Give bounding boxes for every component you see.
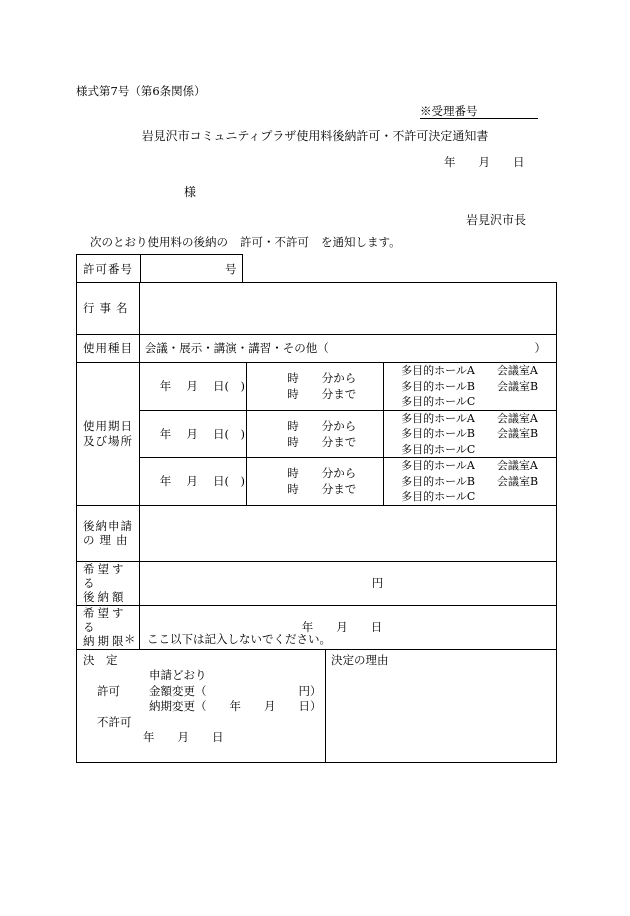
permit-number-label: 許可番号 bbox=[83, 262, 133, 276]
period-place-3[interactable]: 多目的ホールA 会議室A 多目的ホールB 会議室B 多目的ホールC bbox=[384, 458, 557, 506]
issuer: 岩見沢市長 bbox=[466, 213, 527, 227]
permit-number-suffix: 号 bbox=[225, 262, 237, 276]
receipt-number-underline bbox=[420, 118, 538, 119]
form-number: 様式第7号（第6条関係） bbox=[76, 84, 206, 98]
deadline-date: 年 月 日 bbox=[301, 620, 383, 634]
office-use-note: ＊ ここ以下は記入しないでください。 bbox=[124, 632, 331, 646]
usage-type-label: 使用種目 bbox=[77, 335, 140, 363]
period-date-2[interactable]: 年 月 日( ) bbox=[139, 410, 247, 458]
addressee-suffix: 様 bbox=[184, 185, 197, 199]
decision-date[interactable]: 年 月 日 bbox=[143, 730, 224, 744]
reason-label: 後納申請 の理由 bbox=[77, 505, 140, 561]
decision-deadline-change[interactable]: 納期変更（ 年 月 日） bbox=[149, 699, 322, 713]
period-time-2[interactable]: 時 分から 時 分まで bbox=[247, 410, 384, 458]
period-time-3[interactable]: 時 分から 時 分まで bbox=[247, 458, 384, 506]
period-date-3[interactable]: 年 月 日( ) bbox=[139, 458, 247, 506]
deadline-label: 希望する 納期限 bbox=[77, 605, 140, 649]
usage-type-close: ） bbox=[534, 341, 546, 355]
intro-text-1: 次のとおり使用料の後納の bbox=[90, 235, 228, 249]
decision-label: 決 定 bbox=[83, 653, 118, 667]
period-date-1[interactable]: 年 月 日( ) bbox=[139, 363, 247, 411]
permit-number-box bbox=[76, 254, 243, 283]
period-label: 使用期日 及び場所 bbox=[77, 363, 140, 506]
period-place-1[interactable]: 多目的ホールA 会議室A 多目的ホールB 会議室B 多目的ホールC bbox=[384, 363, 557, 411]
decision-amount-change[interactable]: 金額変更（ 円） bbox=[149, 684, 322, 698]
event-name-label: 行事名 bbox=[77, 283, 140, 335]
amount-field[interactable] bbox=[139, 561, 556, 605]
period-time-1[interactable]: 時 分から 時 分まで bbox=[247, 363, 384, 411]
reason-field[interactable] bbox=[139, 505, 556, 561]
usage-type-field[interactable] bbox=[139, 335, 556, 363]
decision-box bbox=[76, 649, 557, 763]
period-place-2[interactable]: 多目的ホールA 会議室A 多目的ホールB 会議室B 多目的ホールC bbox=[384, 410, 557, 458]
amount-label: 希望する 後納額 bbox=[77, 561, 140, 605]
decision-reason-label: 決定の理由 bbox=[331, 653, 389, 667]
usage-type-options: 会議・展示・講演・講習・その他（ bbox=[144, 341, 329, 356]
intro-text-2: を通知します。 bbox=[321, 235, 401, 249]
amount-unit: 円 bbox=[371, 575, 384, 590]
receipt-number-label: ※受理番号 bbox=[420, 104, 478, 118]
intro-text bbox=[90, 237, 401, 249]
intro-choice: 許可・不許可 bbox=[240, 235, 309, 249]
decision-as-applied[interactable]: 申請どおり bbox=[149, 668, 207, 682]
decision-deny[interactable]: 不許可 bbox=[97, 715, 132, 729]
application-table bbox=[76, 282, 557, 650]
decision-permit[interactable]: 許可 bbox=[97, 684, 120, 698]
document-title: 岩見沢市コミュニティプラザ使用料後納許可・不許可決定通知書 bbox=[141, 129, 489, 143]
event-name-field[interactable] bbox=[139, 283, 556, 335]
issue-date: 年 月 日 bbox=[444, 155, 525, 169]
